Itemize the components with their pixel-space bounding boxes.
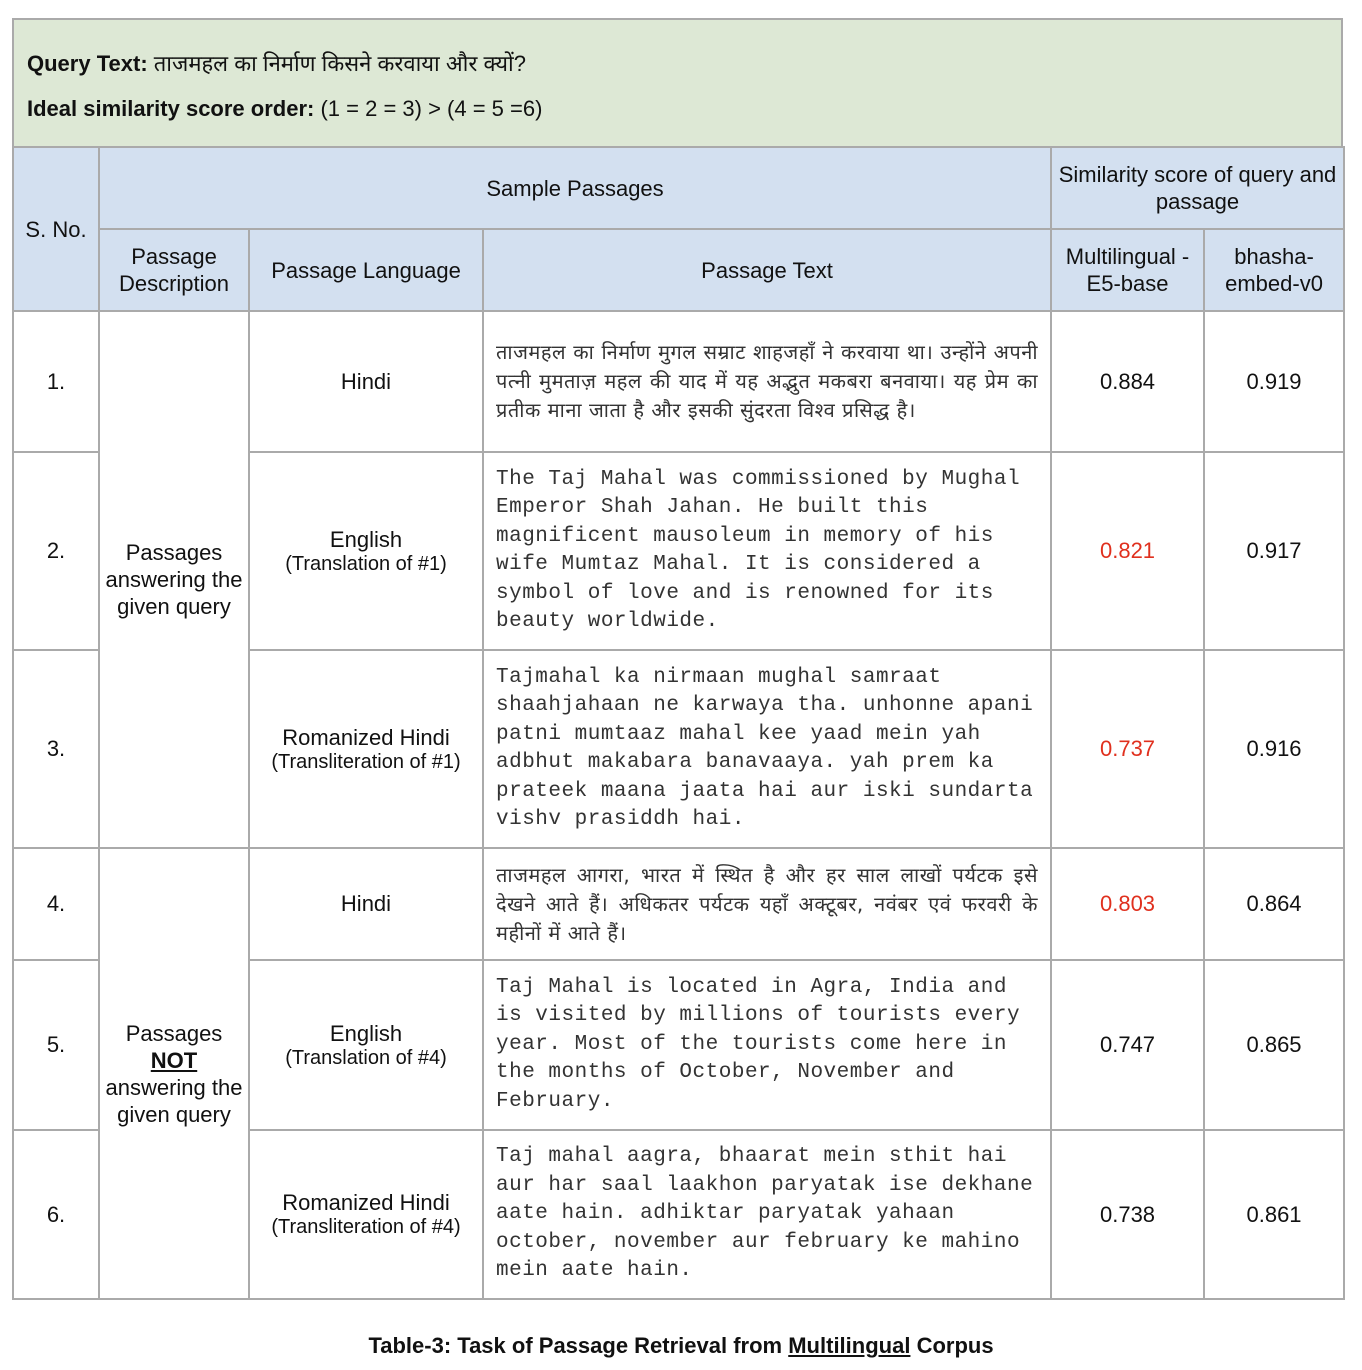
caption-text: Table-3: Task of Passage Retrieval from bbox=[368, 1333, 783, 1358]
language-note: (Translation of #4) bbox=[285, 1046, 447, 1069]
passage-description bbox=[99, 311, 249, 848]
passage-text: Taj Mahal is located in Agra, India and is visited by millions of tourists every year. Most of the tourists come here in the months of October, November and February. bbox=[483, 960, 1051, 1130]
score-bhasha: 0.861 bbox=[1204, 1130, 1344, 1299]
row-number: 6. bbox=[13, 1130, 99, 1299]
passage-language bbox=[249, 848, 483, 960]
order-value: (1 = 2 = 3) > (4 = 5 =6) bbox=[320, 96, 543, 121]
passage-language bbox=[249, 311, 483, 452]
passage-text: ताजमहल का निर्माण मुगल सम्राट शाहजहाँ ने करवाया था। उन्होंने अपनी पत्नी मुमताज़ महल की याद में यह अद्भुत मकबरा बनवाया। यह प्रेम का प्रतीक माना जाता है और इसकी सुंदरता विश्व प्रसिद्ध है। bbox=[483, 311, 1051, 452]
score-e5: 0.747 bbox=[1051, 960, 1204, 1130]
language-name: Romanized Hindi bbox=[282, 724, 450, 750]
language-note: (Transliteration of #4) bbox=[271, 1216, 461, 1238]
language-name: English bbox=[329, 526, 403, 552]
description-text-end: answering the given query bbox=[105, 1074, 243, 1127]
query-box: Query Text: ताजमहल का निर्माण किसने करवाया और क्यों? Ideal similarity score order: (1 = 2 = 3) > (4 = 5 =6) bbox=[12, 18, 1343, 146]
query-text: ताजमहल का निर्माण किसने करवाया और क्यों? bbox=[153, 51, 526, 76]
query-label: Query Text bbox=[27, 51, 141, 76]
language-note: (Translation of #1) bbox=[285, 552, 447, 575]
passage-language bbox=[249, 1130, 483, 1299]
language-name: English bbox=[329, 1020, 403, 1046]
description-text: Passages answering the given query bbox=[105, 540, 243, 619]
row-number: 5. bbox=[13, 960, 99, 1130]
score-bhasha: 0.917 bbox=[1204, 452, 1344, 650]
passage-description bbox=[99, 848, 249, 1299]
passage-language bbox=[249, 650, 483, 848]
caption-emphasis: Multilingual bbox=[788, 1333, 911, 1358]
header-sno: S. No. bbox=[13, 147, 99, 311]
score-e5: 0.738 bbox=[1051, 1130, 1204, 1299]
passage-language bbox=[249, 452, 483, 650]
header-text: Passage Text bbox=[483, 229, 1051, 311]
results-table-figure bbox=[12, 18, 1343, 1300]
score-bhasha: 0.865 bbox=[1204, 960, 1344, 1130]
passage-text: Taj mahal aagra, bhaarat mein sthit hai aur har saal laakhon paryatak ise dekhane aate hain. adhiktar paryatak yahaan october, november aur february ke mahino mein aate hain. bbox=[483, 1130, 1051, 1299]
passage-table bbox=[12, 146, 1345, 1300]
language-name: Romanized Hindi bbox=[282, 1190, 450, 1215]
header-similarity: Similarity score of query and passage bbox=[1051, 147, 1344, 229]
header-sample-passages: Sample Passages bbox=[99, 147, 1051, 229]
score-e5: 0.737 bbox=[1051, 650, 1204, 848]
description-text: Passages bbox=[125, 1020, 223, 1046]
row-number: 3. bbox=[13, 650, 99, 848]
score-bhasha: 0.864 bbox=[1204, 848, 1344, 960]
passage-text: Tajmahal ka nirmaan mughal samraat shaahjahaan ne karwaya tha. unhonne apani patni mumtaaz mahal kee yaad mein yah adbhut makabara banavaaya. yah prem ka prateek maana jaata hai aur iski sundarta vishv prasiddh hai. bbox=[483, 650, 1051, 848]
score-e5: 0.821 bbox=[1051, 452, 1204, 650]
row-number: 1. bbox=[13, 311, 99, 452]
score-bhasha: 0.916 bbox=[1204, 650, 1344, 848]
score-e5: 0.803 bbox=[1051, 848, 1204, 960]
header-description: Passage Description bbox=[99, 229, 249, 311]
passage-text: ताजमहल आगरा, भारत में स्थित है और हर साल लाखों पर्यटक इसे देखने आते हैं। अधिकतर पर्यटक यहाँ अक्टूबर, नवंबर एवं फरवरी के महीनों में आते हैं। bbox=[483, 848, 1051, 960]
row-number: 2. bbox=[13, 452, 99, 650]
header-model-bhasha: bhasha-embed-v0 bbox=[1204, 229, 1344, 311]
header-model-e5: Multilingual -E5-base bbox=[1051, 229, 1204, 311]
score-bhasha: 0.919 bbox=[1204, 311, 1344, 452]
language-note: (Transliteration of #1) bbox=[271, 750, 461, 773]
caption-text-end: Corpus bbox=[916, 1333, 994, 1358]
table-row bbox=[13, 311, 1344, 452]
table-caption bbox=[0, 1333, 1362, 1359]
language-name: Hindi bbox=[340, 368, 392, 394]
header-language: Passage Language bbox=[249, 229, 483, 311]
passage-text: The Taj Mahal was commissioned by Mughal Emperor Shah Jahan. He built this magnificent mausoleum in memory of his wife Mumtaz Mahal. It is considered a symbol of love and is renowned for its beauty worldwide. bbox=[483, 452, 1051, 650]
passage-language bbox=[249, 960, 483, 1130]
order-label: Ideal similarity score order: bbox=[27, 96, 315, 121]
row-number: 4. bbox=[13, 848, 99, 960]
language-name: Hindi bbox=[340, 891, 392, 916]
description-emphasis: NOT bbox=[150, 1047, 198, 1073]
score-e5: 0.884 bbox=[1051, 311, 1204, 452]
table-row bbox=[13, 848, 1344, 960]
